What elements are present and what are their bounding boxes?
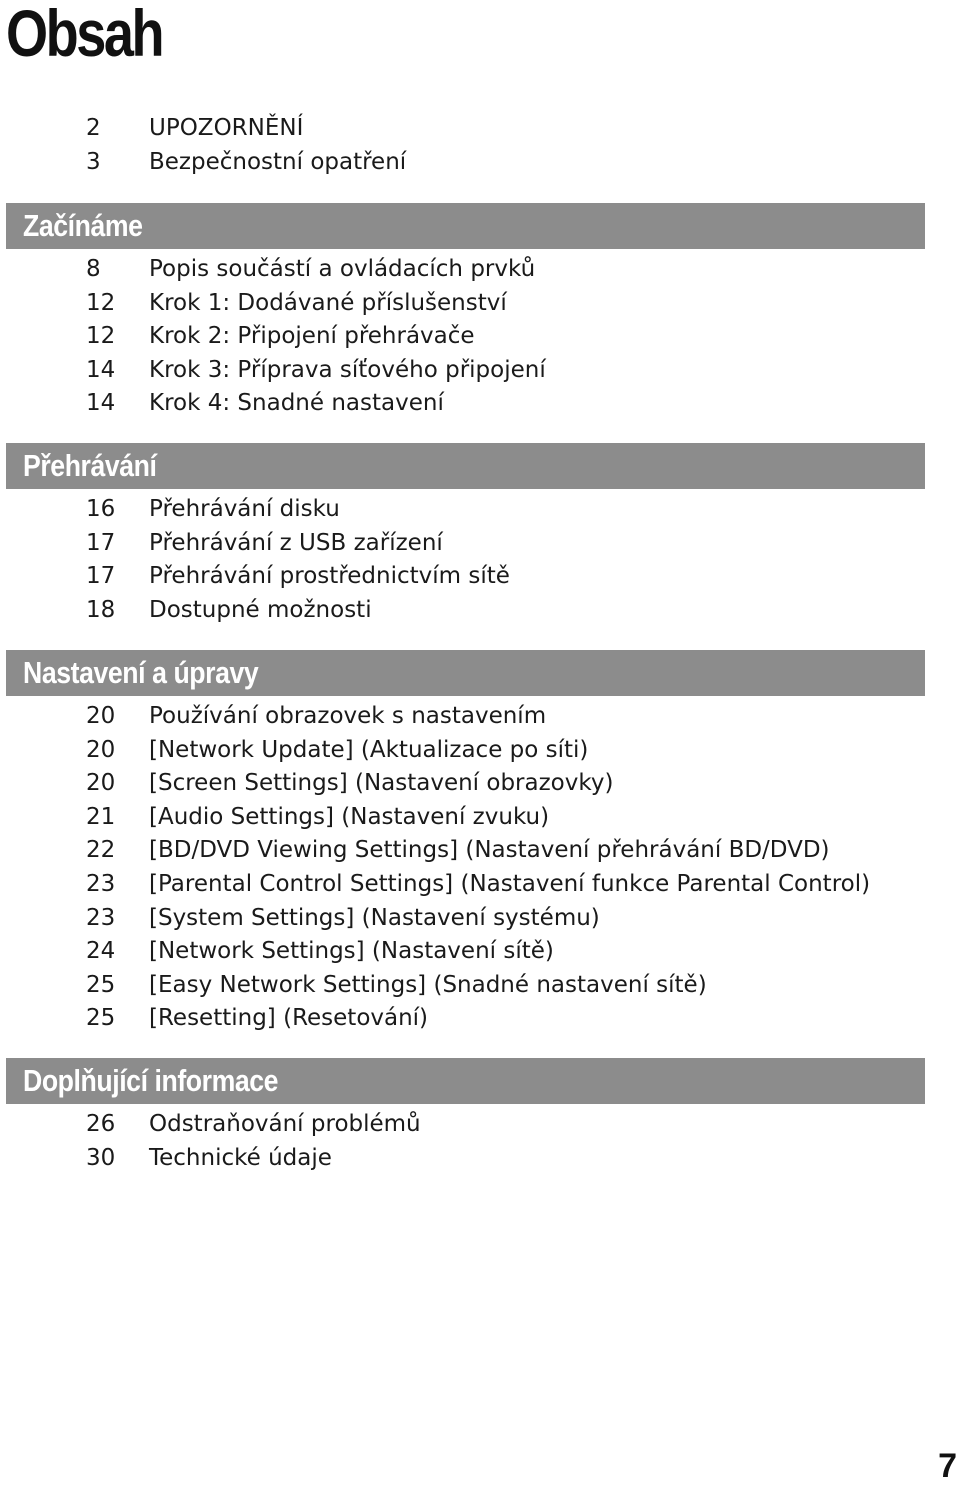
- toc-entry-title: [System Settings] (Nastavení systému): [149, 904, 600, 931]
- toc-entry-page: 23: [86, 870, 116, 897]
- toc-entry-title: [Easy Network Settings] (Snadné nastavení sítě): [149, 971, 707, 998]
- toc-entry[interactable]: [0, 1002, 960, 1036]
- section-title: Začínáme: [23, 208, 143, 243]
- toc-entry-title: [Network Update] (Aktualizace po síti): [149, 736, 589, 763]
- toc-entry-page: 12: [86, 323, 116, 350]
- section-header-doplnujici: [6, 1058, 925, 1104]
- toc-entry-title: Dostupné možnosti: [149, 596, 372, 623]
- toc-entry-title: [Screen Settings] (Nastavení obrazovky): [149, 770, 614, 797]
- toc-entry-title: Používání obrazovek s nastavením: [149, 703, 547, 729]
- toc-entry-title: [Audio Settings] (Nastavení zvuku): [149, 803, 550, 830]
- toc-entry[interactable]: [0, 834, 960, 868]
- toc-entry-page: 8: [86, 256, 101, 282]
- toc-entry[interactable]: [0, 112, 960, 146]
- toc-entry-title: Přehrávání prostřednictvím sítě: [149, 563, 510, 590]
- page-number: 7: [938, 1447, 957, 1485]
- toc-entry-page: 30: [86, 1144, 116, 1171]
- toc-entry-title: Krok 4: Snadné nastavení: [149, 390, 444, 417]
- toc-entry[interactable]: [0, 767, 960, 801]
- section-list-prehravani: [0, 493, 960, 627]
- toc-entry-title: Přehrávání z USB zařízení: [149, 529, 443, 556]
- toc-entry-title: Přehrávání disku: [149, 496, 340, 522]
- toc-entry-page: 17: [86, 563, 116, 590]
- toc-entry-page: 21: [86, 803, 116, 830]
- toc-entry[interactable]: [0, 287, 960, 321]
- toc-entry-page: 23: [86, 904, 116, 931]
- toc-entry-page: 20: [86, 770, 116, 797]
- toc-entry[interactable]: [0, 1108, 960, 1142]
- toc-entry-title: Bezpečnostní opatření: [149, 148, 407, 175]
- toc-entry-title: UPOZORNĚNÍ: [149, 115, 304, 141]
- section-list-nastaveni: [0, 700, 960, 1036]
- toc-entry-page: 24: [86, 938, 116, 965]
- toc-entry[interactable]: [0, 801, 960, 835]
- toc-entry[interactable]: [0, 320, 960, 354]
- toc-entry-page: 3: [86, 148, 101, 175]
- toc-entry[interactable]: [0, 935, 960, 969]
- toc-entry-page: 20: [86, 703, 116, 729]
- toc-entry-title: [Parental Control Settings] (Nastavení funkce Parental Control): [149, 870, 871, 897]
- toc-entry-page: 20: [86, 736, 116, 763]
- toc-entry[interactable]: [0, 1142, 960, 1176]
- toc-entry-page: 14: [86, 356, 116, 383]
- toc-entry-title: Odstraňování problémů: [149, 1111, 421, 1137]
- toc-entry-title: Popis součástí a ovládacích prvků: [149, 256, 536, 282]
- toc-entry-page: 16: [86, 496, 116, 522]
- toc-entry[interactable]: [0, 527, 960, 561]
- toc-entry-title: Krok 1: Dodávané příslušenství: [149, 289, 507, 316]
- toc-entry[interactable]: [0, 700, 960, 734]
- toc-entry[interactable]: [0, 253, 960, 287]
- toc-entry[interactable]: [0, 902, 960, 936]
- toc-entry-page: 14: [86, 390, 116, 417]
- toc-entry[interactable]: [0, 354, 960, 388]
- toc-entry-title: Krok 3: Příprava síťového připojení: [149, 356, 546, 383]
- section-title: Nastavení a úpravy: [23, 655, 259, 690]
- toc-entry-page: 22: [86, 837, 116, 864]
- toc-entry-title: [BD/DVD Viewing Settings] (Nastavení přehrávání BD/DVD): [149, 837, 830, 864]
- toc-entry-page: 17: [86, 529, 116, 556]
- toc-entry[interactable]: [0, 560, 960, 594]
- toc-entry-title: [Resetting] (Resetování): [149, 1005, 429, 1032]
- toc-entry-page: 12: [86, 289, 116, 316]
- toc-entry[interactable]: [0, 493, 960, 527]
- toc-entry-page: 2: [86, 115, 101, 141]
- toc-entry[interactable]: [0, 387, 960, 421]
- toc-entry-page: 25: [86, 971, 116, 998]
- toc-entry[interactable]: [0, 734, 960, 768]
- toc-entry[interactable]: [0, 969, 960, 1003]
- section-header-nastaveni: [6, 650, 925, 696]
- toc-entry-page: 18: [86, 596, 116, 623]
- toc-entry-title: [Network Settings] (Nastavení sítě): [149, 938, 554, 965]
- toc-entry[interactable]: [0, 594, 960, 628]
- toc-entry-title: Technické údaje: [149, 1144, 332, 1171]
- toc-entry-page: 26: [86, 1111, 116, 1137]
- section-list-zaciname: [0, 253, 960, 421]
- section-list-doplnujici: [0, 1108, 960, 1175]
- section-title: Doplňující informace: [23, 1063, 279, 1098]
- page-title: Obsah: [6, 0, 163, 70]
- toc-entry[interactable]: [0, 146, 960, 180]
- section-title: Přehrávání: [23, 448, 157, 483]
- toc-entry-title: Krok 2: Připojení přehrávače: [149, 323, 475, 350]
- section-header-prehravani: [6, 443, 925, 489]
- toc-entry-page: 25: [86, 1005, 116, 1032]
- intro-list: [0, 112, 960, 179]
- toc-entry[interactable]: [0, 868, 960, 902]
- section-header-zaciname: [6, 203, 925, 249]
